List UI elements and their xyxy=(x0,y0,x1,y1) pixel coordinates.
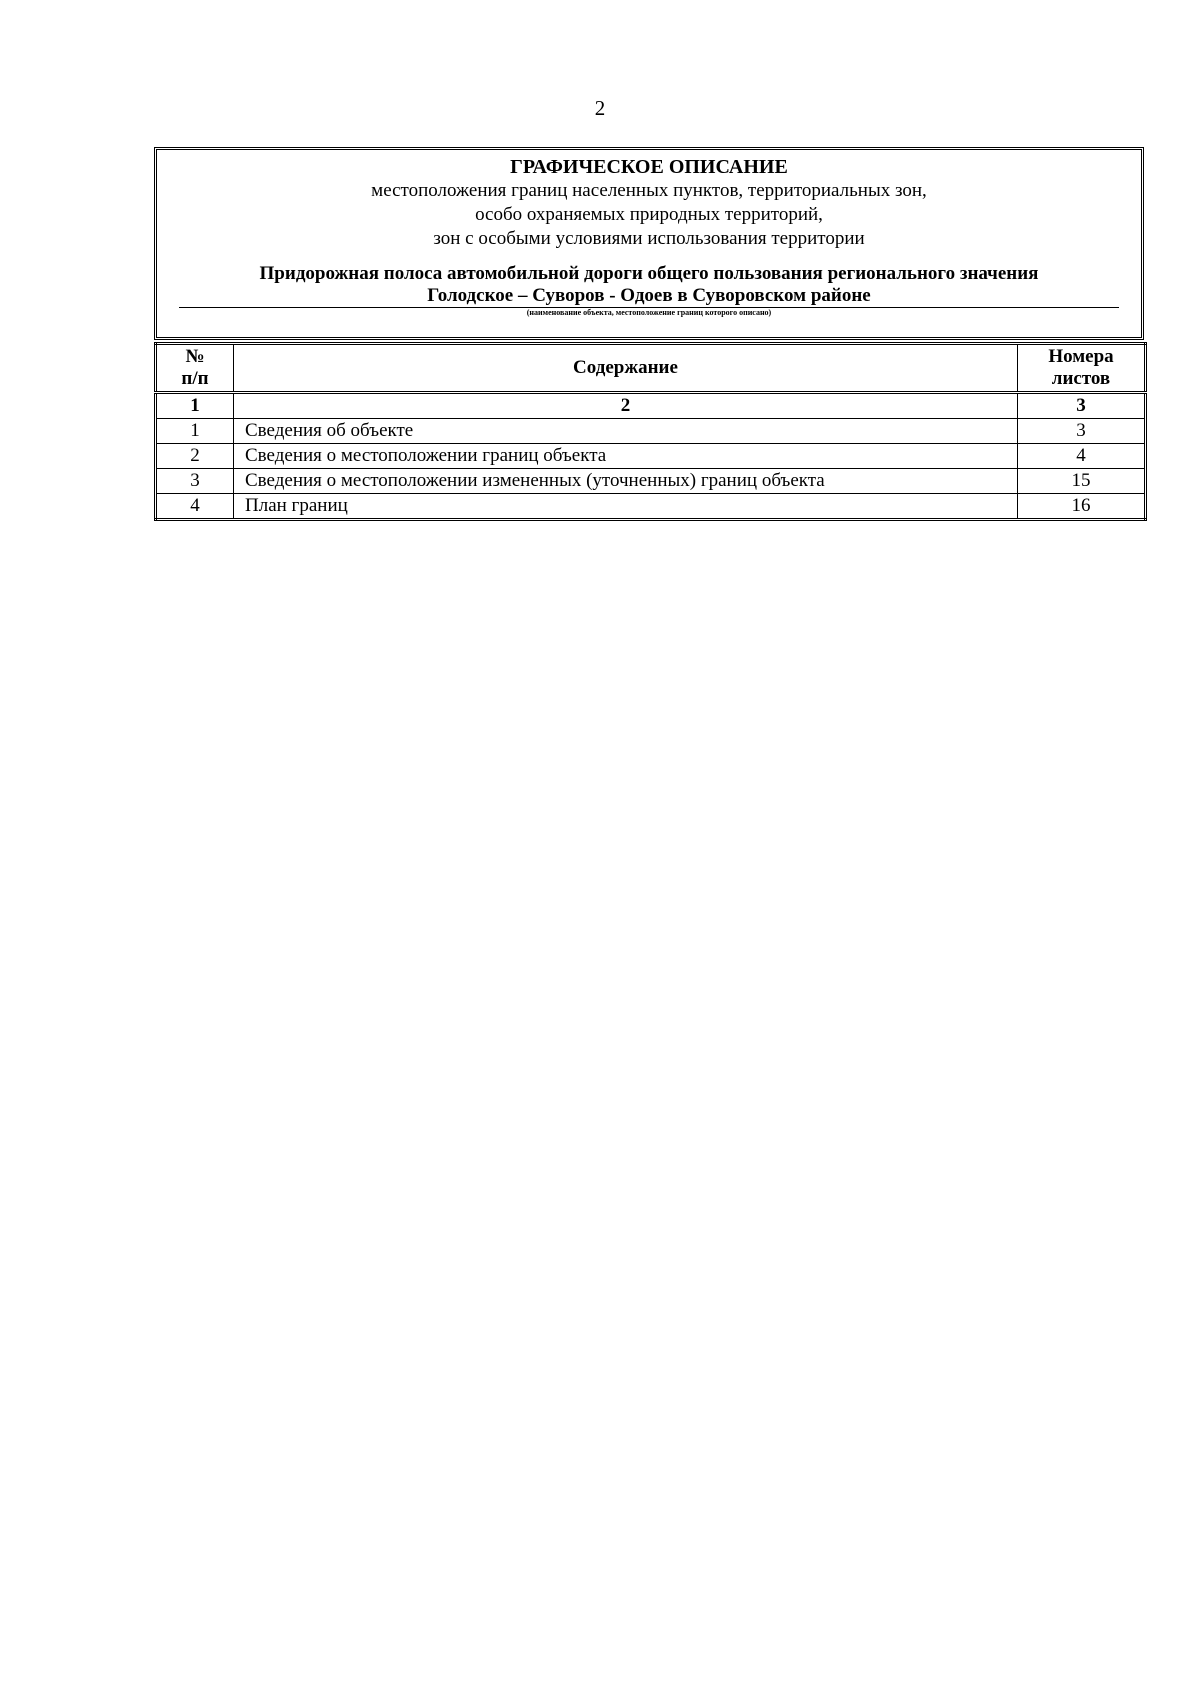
row-text: Сведения о местоположении границ объекта xyxy=(234,444,1018,469)
row-num: 2 xyxy=(156,444,234,469)
table-row xyxy=(156,419,1146,444)
column-number-row xyxy=(156,393,1146,419)
table-row xyxy=(156,444,1146,469)
row-text: Сведения о местоположении измененных (уточненных) границ объекта xyxy=(234,469,1018,494)
row-num: 3 xyxy=(156,469,234,494)
header-num: № п/п xyxy=(156,344,234,393)
document-title: ГРАФИЧЕСКОЕ ОПИСАНИЕ xyxy=(510,156,788,178)
row-text: Сведения об объекте xyxy=(234,419,1018,444)
object-name-line-2: Голодское – Суворов - Одоев в Суворовском районе xyxy=(427,285,871,306)
column-number: 2 xyxy=(234,393,1018,419)
table-row xyxy=(156,494,1146,520)
subtitle-line-3: зон с особыми условиями использования территории xyxy=(433,228,865,249)
row-pages: 16 xyxy=(1018,494,1146,520)
table-header-row xyxy=(156,344,1146,393)
subtitle-line-1: местоположения границ населенных пунктов, территориальных зон, xyxy=(371,180,927,201)
document-header xyxy=(154,147,1144,340)
row-text: План границ xyxy=(234,494,1018,520)
page-number: 2 xyxy=(594,96,606,120)
column-number: 3 xyxy=(1018,393,1146,419)
row-pages: 4 xyxy=(1018,444,1146,469)
row-num: 4 xyxy=(156,494,234,520)
row-pages: 3 xyxy=(1018,419,1146,444)
header-content: Содержание xyxy=(234,344,1018,393)
row-pages: 15 xyxy=(1018,469,1146,494)
header-pages: Номера листов xyxy=(1018,344,1146,393)
contents-table xyxy=(154,342,1147,521)
table-row xyxy=(156,469,1146,494)
row-num: 1 xyxy=(156,419,234,444)
object-name-caption: (наименование объекта, местоположение границ которого описано) xyxy=(526,308,772,317)
graphic-description-document xyxy=(154,147,1144,521)
object-name-line-1: Придорожная полоса автомобильной дороги общего пользования регионального значения xyxy=(259,263,1039,284)
subtitle-line-2: особо охраняемых природных территорий, xyxy=(475,204,823,225)
column-number: 1 xyxy=(156,393,234,419)
